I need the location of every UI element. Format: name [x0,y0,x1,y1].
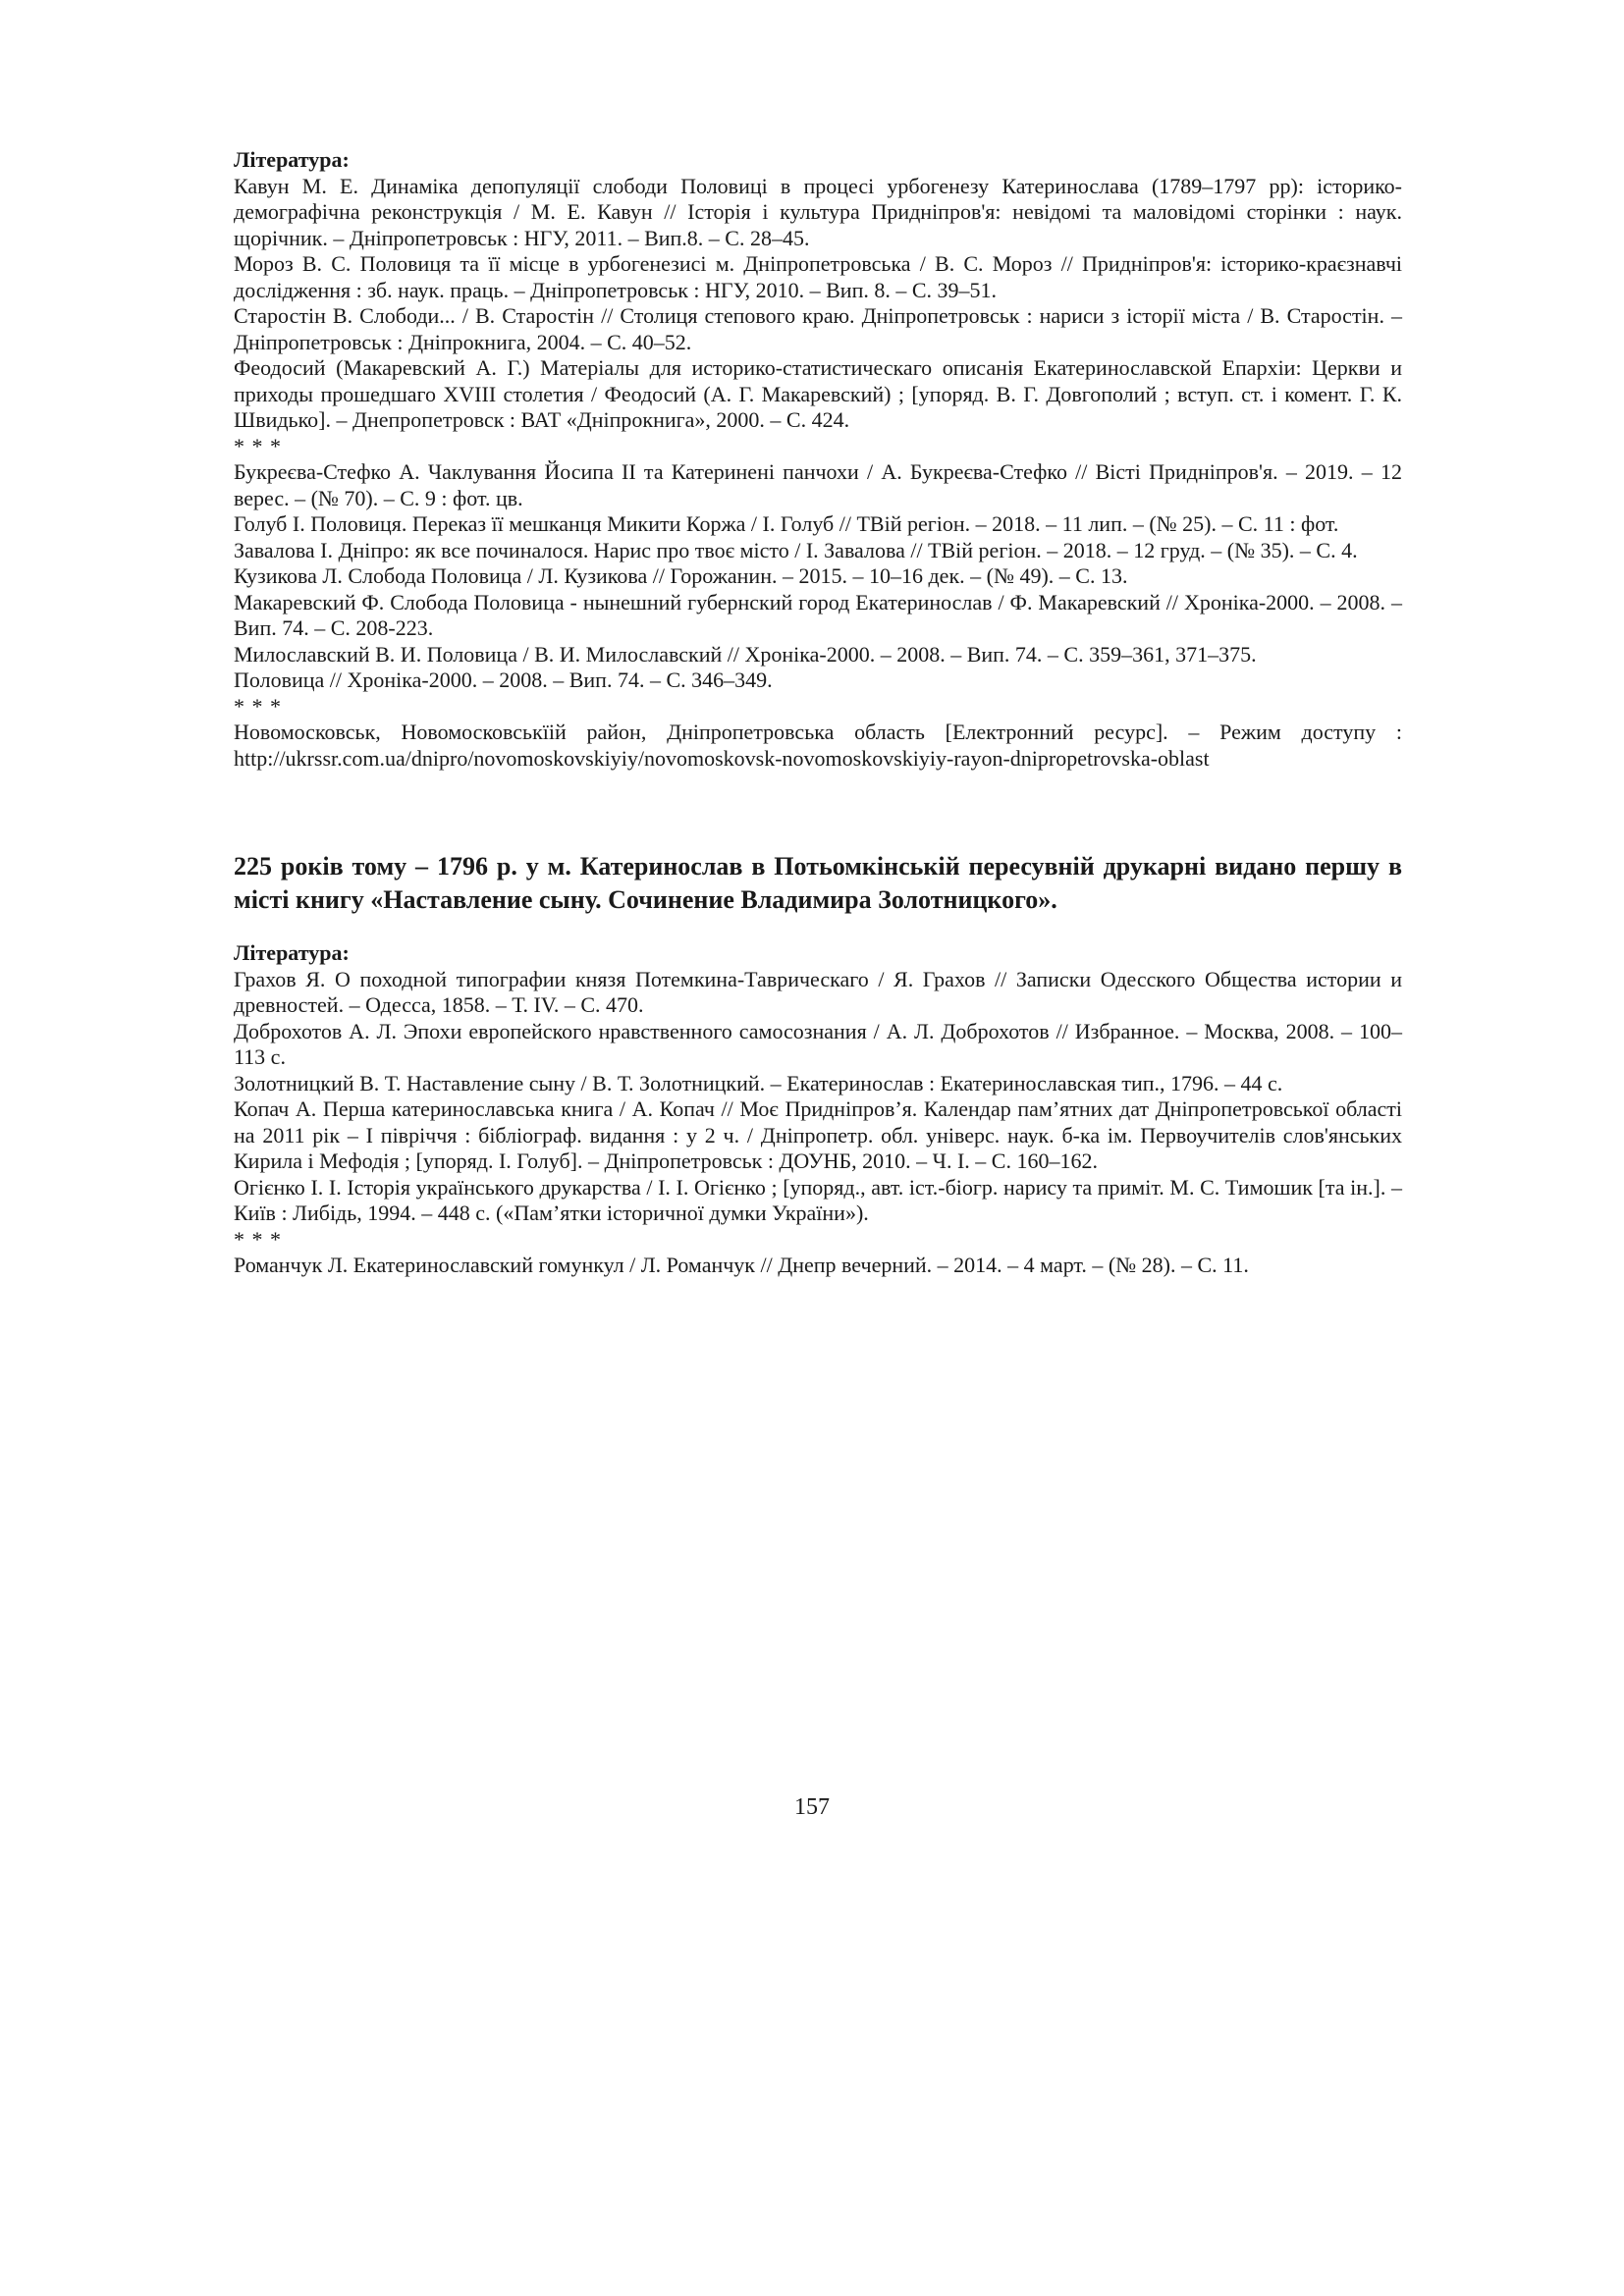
bibliography-entry: Копач А. Перша катеринославська книга / А. Копач // Моє Придніпров’я. Календар пам’ятних дат Дніпропетровської області на 2011 рік – І півріччя : бібліограф. видання : у 2 ч. / Дніпропетр. обл. універс. наук. б-ка ім. Первоучителів слов'янських Кирила і Мефодія ; [упоряд. І. Голуб]. – Дніпропетровськ : ДОУНБ, 2010. – Ч. І. – С. 160–162. [234,1096,1402,1173]
bibliography-entry: Макаревский Ф. Слобода Половица - нынешний губернский город Екатеринослав / Ф. Макаревский // Хроніка-2000. – 2008. – Вип. 74. – С. 208-223. [234,589,1402,640]
bibliography-entry: Голуб І. Половиця. Переказ її мешканця Микити Коржа / І. Голуб // ТВій регіон. – 2018. – 11 лип. – (№ 25). – С. 11 : фот. [234,511,1339,536]
literature-heading: Література: [234,940,350,965]
bibliography-entry: Половица // Хроніка-2000. – 2008. – Вип. 74. – С. 346–349. [234,667,773,692]
bibliography-entry: Кузикова Л. Слобода Половица / Л. Кузикова // Горожанин. – 2015. – 10–16 дек. – (№ 49). – С. 13. [234,563,1128,588]
bibliography-entry: Старостін В. Слободи... / В. Старостін // Столиця степового краю. Дніпропетровськ : нариси з історії міста / В. Старостін. – Дніпропетровськ : Дніпрокнига, 2004. – С. 40–52. [234,303,1402,354]
separator-stars: * * * [234,1226,282,1252]
bibliography-entry: Грахов Я. О походной типографии князя Потемкина-Таврическаго / Я. Грахов // Записки Одесского Общества истории и древностей. – Одесса, 1858. – Т. IV. – С. 470. [234,966,1402,1017]
bibliography-entry: Милославский В. И. Половица / В. И. Милославский // Хроніка-2000. – 2008. – Вип. 74. – С. 359–361, 371–375. [234,641,1257,667]
page-number: 157 [794,1794,830,1820]
section-spacer [234,917,1402,940]
bibliography-entry: Мороз В. С. Половиця та її місце в урбогенезисі м. Дніпропетровська / В. С. Мороз // Придніпров'я: історико-краєзнавчі дослідження : зб. наук. праць. – Дніпропетровськ : НГУ, 2010. – Вип. 8. – С. 39–51. [234,251,1402,302]
bibliography-entry: Золотницкий В. Т. Наставление сыну / В. Т. Золотницкий. – Екатеринослав : Екатеринославская тип., 1796. – 44 с. [234,1070,1283,1095]
bibliography-entry: Феодосий (Макаревский А. Г.) Матеріалы для историко-статистическаго описанія Екатеринославской Епархіи: Церкви и приходы прошедшаго XVIII столетия / Феодосий (А. Г. Макаревский) ; [упоряд. В. Г. Довгополий ; вступ. ст. і комент. Г. К. Швидько]. – Днепропетровск : ВАТ «Дніпрокнига», 2000. – С. 424. [234,355,1402,432]
literature-heading: Література: [234,147,350,172]
separator-stars: * * * [234,693,282,719]
bibliography-entry: Кавун М. Е. Динаміка депопуляції слободи Половиці в процесі урбогенезу Катеринослава (1789–1797 рр): історико-демографічна реконструкція / М. Е. Кавун // Історія і культура Придніпров'я: невідомі та маловідомі сторінки : наук. щорічник. – Дніпропетровськ : НГУ, 2011. – Вип.8. – С. 28–45. [234,173,1402,250]
bibliography-entry: Романчук Л. Екатеринославский гомункул / Л. Романчук // Днепр вечерний. – 2014. – 4 март. – (№ 28). – С. 11. [234,1253,1249,1277]
bibliography-entry-web: Новомосковськ, Новомосковськїій район, Дніпропетровська область [Електронний ресурс]. – Режим доступу : http://ukrssr.com.ua/dnipro/novomoskovskiyiy/novomoskovsk-novomoskovskiyiy-rayon-dnipropetrovska-oblast [234,720,1402,771]
bibliography-entry: Доброхотов А. Л. Эпохи европейского нравственного самосознания / А. Л. Доброхотов // Избранное. – Москва, 2008. – 100–113 с. [234,1018,1402,1069]
document-page [234,147,1402,1279]
section-spacer [234,772,1402,850]
section-title: 225 років тому – 1796 р. у м. Катеринослав в Потьомкінській пересувній друкарні видано першу в місті книгу «Наставление сыну. Сочинение Владимира Золотницкого». [234,852,1402,914]
separator-stars: * * * [234,433,282,458]
bibliography-entry: Букреєва-Стефко А. Чаклування Йосипа II та Катеринені панчохи / А. Букреєва-Стефко // Вісті Придніпров'я. – 2019. – 12 верес. – (№ 70). – С. 9 : фот. цв. [234,459,1402,510]
bibliography-entry: Завалова І. Дніпро: як все починалося. Нарис про твоє місто / І. Завалова // ТВій регіон. – 2018. – 12 груд. – (№ 35). – С. 4. [234,537,1358,562]
bibliography-entry: Огієнко І. І. Історія українського друкарства / І. І. Огієнко ; [упоряд., авт. іст.-біогр. нарису та приміт. М. С. Тимошик [та ін.]. – Київ : Либідь, 1994. – 448 с. («Пам’ятки історичної думки України»). [234,1174,1402,1225]
